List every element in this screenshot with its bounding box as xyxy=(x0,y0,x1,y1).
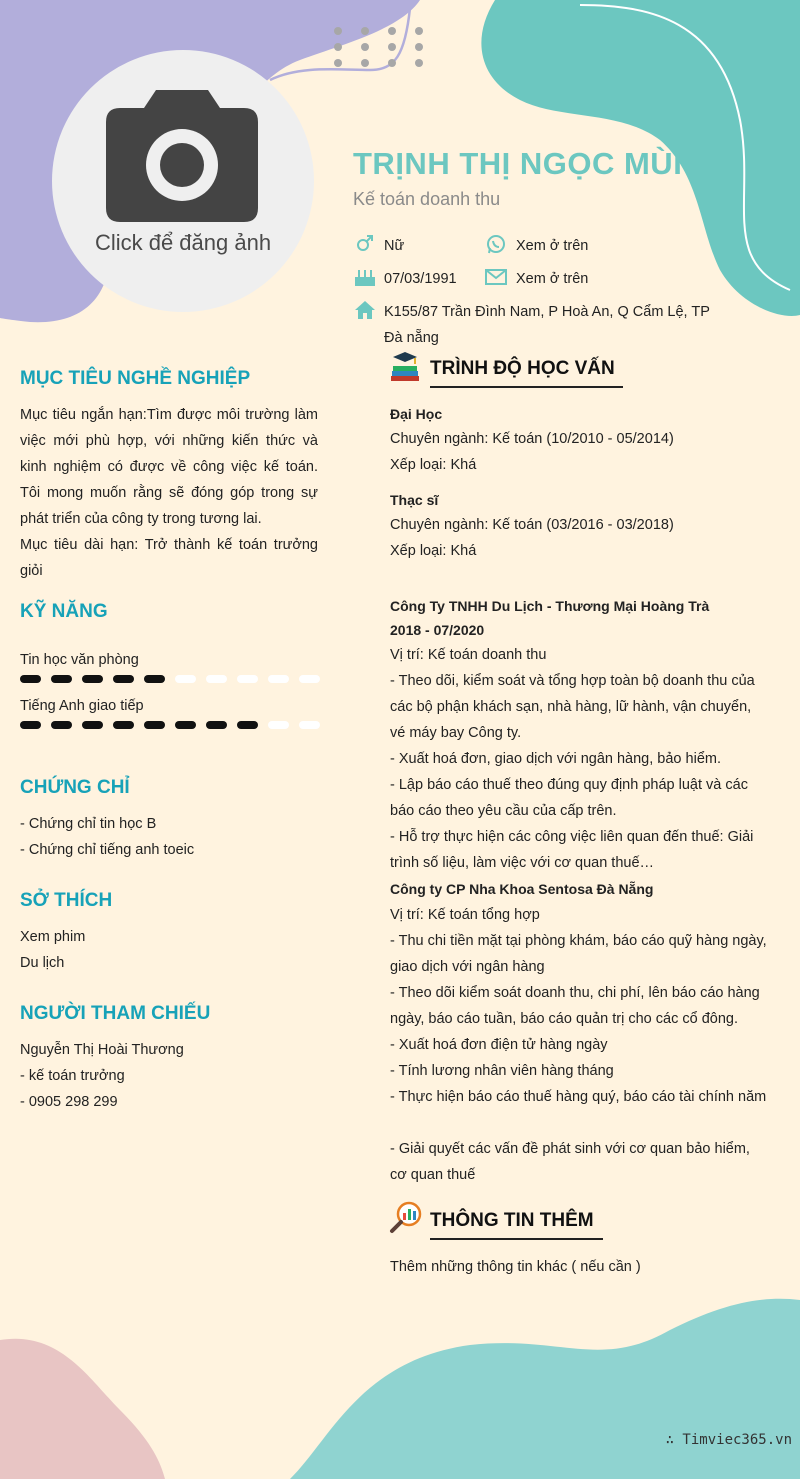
job-1-company: Công Ty TNHH Du Lịch - Thương Mại Hoàng Trà xyxy=(390,598,710,614)
education-grade: Xếp loại: Khá xyxy=(390,543,477,559)
skill-2-label: Tiếng Anh giao tiếp xyxy=(20,698,144,714)
education-major: Chuyên ngành: Kế toán (10/2010 - 05/2014) xyxy=(390,431,674,447)
skill-dash-filled xyxy=(82,721,103,729)
phone-value: Xem ở trên xyxy=(516,238,589,254)
extra-text: Thêm những thông tin khác ( nếu cần ) xyxy=(390,1259,641,1275)
birthday-cake-icon xyxy=(354,267,376,287)
home-icon xyxy=(354,300,376,320)
address-line-2: Đà nẵng xyxy=(384,330,439,346)
job-2-duty: - Xuất hoá đơn điện tử hàng ngày xyxy=(390,1037,608,1053)
objective-long: Mục tiêu dài hạn: Trở thành kế toán trưởng giỏi xyxy=(20,537,318,579)
certificate-item: - Chứng chỉ tiếng anh toeic xyxy=(20,842,195,858)
photo-upload-label[interactable]: Click để đăng ảnh xyxy=(94,230,272,255)
reference-item: - 0905 298 299 xyxy=(20,1094,118,1110)
pink-blob xyxy=(0,1339,165,1479)
extra-heading: THÔNG TIN THÊM xyxy=(430,1210,603,1240)
skills-heading: KỸ NĂNG xyxy=(20,601,108,622)
job-2-position: Vị trí: Kế toán tổng hợp xyxy=(390,907,540,923)
skill-dash-filled xyxy=(113,721,134,729)
magnifier-chart-icon xyxy=(389,1201,423,1235)
education-heading: TRÌNH ĐỘ HỌC VẤN xyxy=(430,358,623,388)
certificate-item: - Chứng chỉ tin học B xyxy=(20,816,157,832)
reference-item: - kế toán trưởng xyxy=(20,1068,125,1084)
skill-dash-filled xyxy=(206,721,227,729)
job-2-duty: - Tính lương nhân viên hàng tháng xyxy=(390,1063,614,1079)
education-grade: Xếp loại: Khá xyxy=(390,457,477,473)
address-line-1: K155/87 Trần Đình Nam, P Hoà An, Q Cẩm Lệ, TP xyxy=(384,304,710,320)
skill-dash-empty xyxy=(299,721,320,729)
objective-short: Mục tiêu ngắn hạn:Tìm được môi trường làm việc mới phù hợp, với những kiến thức và kinh nghiệm có được về công việc kế toán. Tôi mong muốn rằng sẽ đóng góp trong sự phát triển của công ty trong tương lai. xyxy=(20,407,318,527)
skill-dash-filled xyxy=(175,721,196,729)
skill-2-bar xyxy=(20,721,320,729)
photo-upload[interactable] xyxy=(52,50,314,312)
job-1-period: 2018 - 07/2020 xyxy=(390,622,485,638)
education-major: Chuyên ngành: Kế toán (03/2016 - 03/2018) xyxy=(390,517,674,533)
skill-dash-filled xyxy=(113,675,134,683)
hobbies-heading: SỞ THÍCH xyxy=(20,890,113,911)
skill-dash-filled xyxy=(237,721,258,729)
camera-icon xyxy=(104,88,260,224)
skill-dash-filled xyxy=(144,721,165,729)
certificates-heading: CHỨNG CHỈ xyxy=(20,777,130,798)
brand-watermark: ∴ Timviec365.vn xyxy=(665,1432,792,1448)
skill-dash-empty xyxy=(268,675,289,683)
education-books-icon xyxy=(389,350,421,382)
references-heading: NGƯỜI THAM CHIẾU xyxy=(20,1003,211,1024)
skill-dash-filled xyxy=(51,675,72,683)
skill-dash-empty xyxy=(206,675,227,683)
skill-dash-filled xyxy=(82,675,103,683)
job-2-duty: - Thực hiện báo cáo thuế hàng quý, báo cáo tài chính năm xyxy=(390,1089,767,1105)
skill-dash-filled xyxy=(51,721,72,729)
birthday-value: 07/03/1991 xyxy=(384,271,457,287)
job-1-duty: - Lập báo cáo thuế theo đúng quy định pháp luật và các báo cáo theo yêu cầu của cấp trên. xyxy=(390,777,748,819)
objective-heading: MỤC TIÊU NGHỀ NGHIỆP xyxy=(20,368,251,389)
job-1-duty: - Xuất hoá đơn, giao dịch với ngân hàng, bảo hiểm. xyxy=(390,751,721,767)
skill-dash-filled xyxy=(20,675,41,683)
email-value: Xem ở trên xyxy=(516,271,589,287)
skill-dash-empty xyxy=(268,721,289,729)
skill-dash-filled xyxy=(20,721,41,729)
gender-value: Nữ xyxy=(384,238,405,254)
skill-dash-empty xyxy=(299,675,320,683)
reference-item: Nguyễn Thị Hoài Thương xyxy=(20,1042,184,1058)
job-2-company: Công ty CP Nha Khoa Sentosa Đà Nẵng xyxy=(390,881,654,897)
job-title: Kế toán doanh thu xyxy=(353,189,501,209)
hobby-item: Du lịch xyxy=(20,955,65,971)
education-degree: Đại Học xyxy=(390,406,443,422)
skill-1-label: Tin học văn phòng xyxy=(20,652,139,668)
whatsapp-icon xyxy=(485,234,507,254)
gender-icon xyxy=(354,234,376,254)
job-2-duty: - Theo dõi kiểm soát doanh thu, chi phí, lên báo cáo hàng ngày, báo cáo tuần, báo cáo quản trị cho các cổ đông. xyxy=(390,985,760,1027)
hobby-item: Xem phim xyxy=(20,929,86,945)
job-2-duty: - Thu chi tiền mặt tại phòng khám, báo cáo quỹ hàng ngày, giao dịch với ngân hàng xyxy=(390,933,767,975)
job-2-duty: - Giải quyết các vấn đề phát sinh với cơ quan bảo hiểm, cơ quan thuế xyxy=(390,1141,750,1183)
teal-blob-bottom xyxy=(290,1299,800,1479)
candidate-name: TRỊNH THỊ NGỌC MÙI xyxy=(353,146,683,181)
skill-dash-filled xyxy=(144,675,165,683)
skill-dash-empty xyxy=(175,675,196,683)
job-1-duty: - Theo dõi, kiểm soát và tổng hợp toàn bộ doanh thu của các bộ phận khách sạn, nhà hàng, lữ hành, vận chuyển, vé máy bay Công ty. xyxy=(390,673,755,741)
job-1-position: Vị trí: Kế toán doanh thu xyxy=(390,647,547,663)
email-icon xyxy=(485,267,507,287)
skill-1-bar xyxy=(20,675,320,683)
education-degree: Thạc sĩ xyxy=(390,492,439,508)
job-1-duty: - Hỗ trợ thực hiện các công việc liên quan đến thuế: Giải trình số liệu, làm việc với cơ quan thuế… xyxy=(390,829,754,871)
skill-dash-empty xyxy=(237,675,258,683)
